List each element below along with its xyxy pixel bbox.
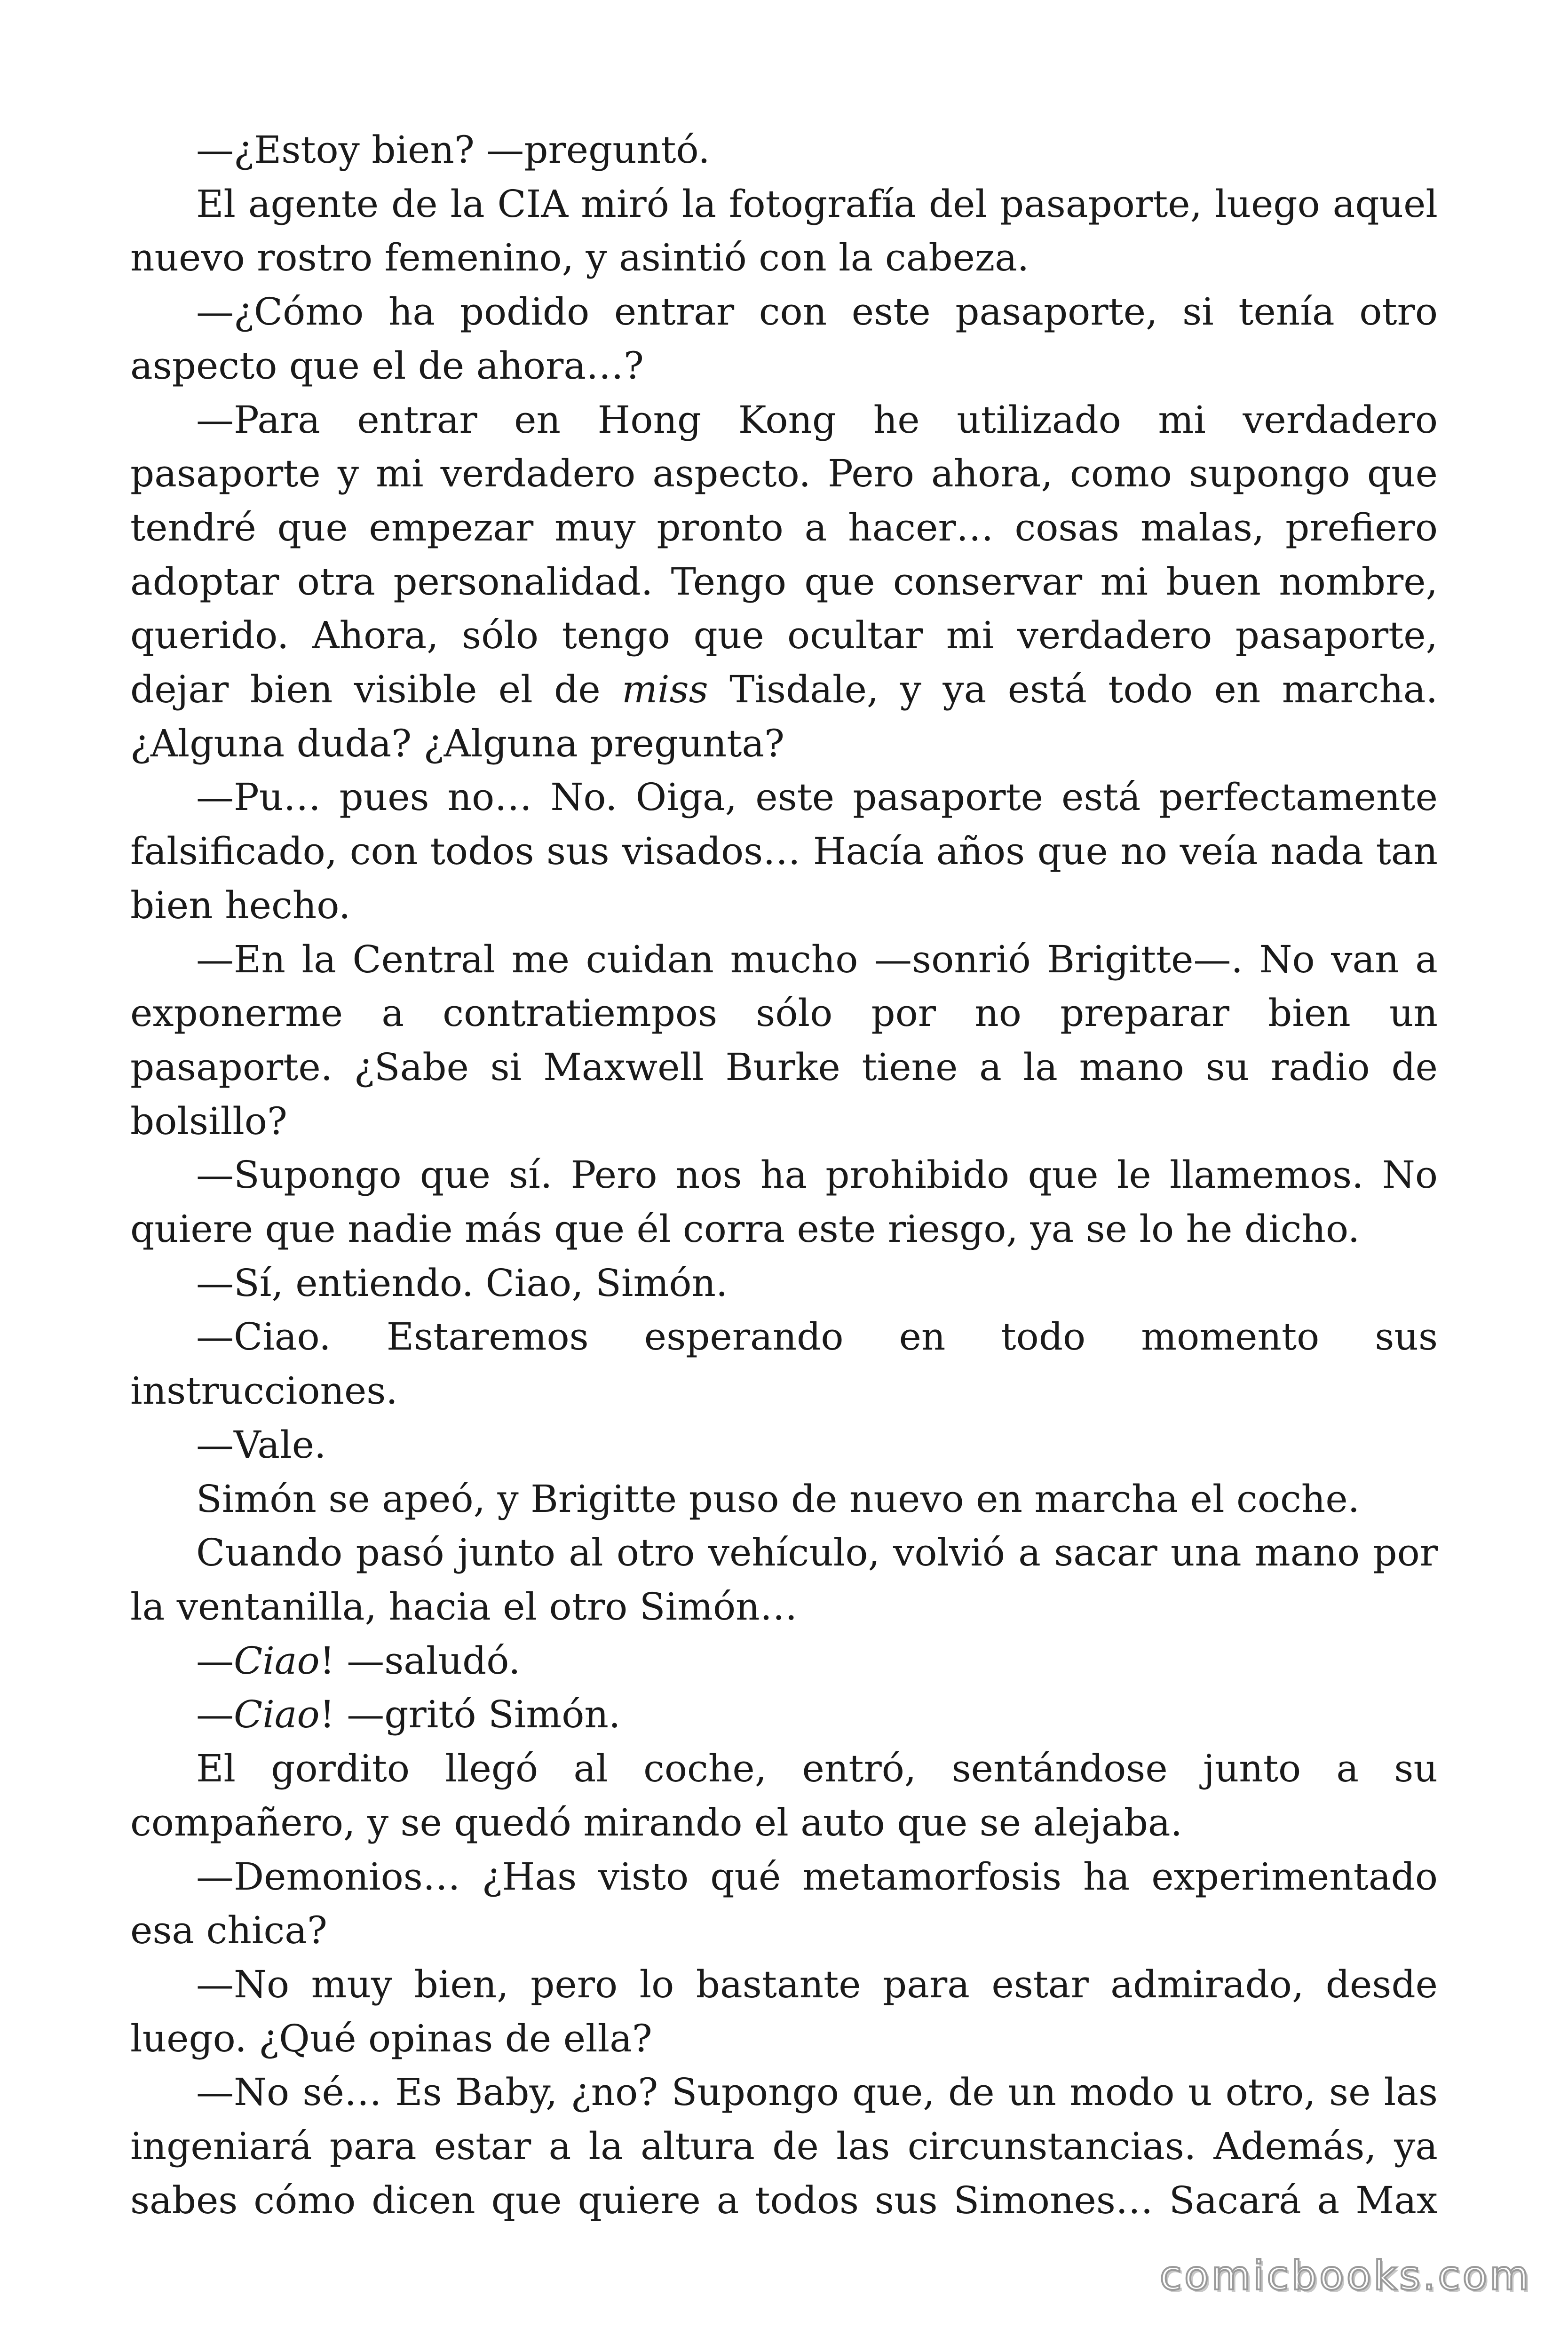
paragraph: —Sí, entiendo. Ciao, Simón. [196, 1261, 728, 1305]
paragraph: —Vale. [196, 1422, 326, 1467]
paragraph: —Ciao! —gritó Simón. [196, 1692, 621, 1737]
paragraph: Cuando pasó junto al otro vehículo, volvió a sacar una mano por la ventanilla, hacia el otro Simón… [130, 1531, 1438, 1629]
paragraph: El agente de la CIA miró la fotografía del pasaporte, luego aquel nuevo rostro femenino, y asintió con la cabeza. [130, 182, 1438, 280]
paragraph: —¿Estoy bien? —preguntó. [196, 128, 710, 172]
paragraph: —Supongo que sí. Pero nos ha prohibido que le llamemos. No quiere que nadie más que él corra este riesgo, ya se lo he dicho. [130, 1153, 1438, 1251]
paragraph: —Pu… pues no… No. Oiga, este pasaporte está perfectamente falsificado, con todos sus visados… Hacía años que no veía nada tan bien hecho. [130, 775, 1438, 927]
paragraph: Simón se apeó, y Brigitte puso de nuevo en marcha el coche. [196, 1477, 1360, 1521]
paragraph: El gordito llegó al coche, entró, sentándose junto a su compañero, y se quedó mirando el auto que se alejaba. [130, 1747, 1438, 1844]
paragraph: —Ciao! —saludó. [196, 1638, 521, 1683]
paragraph: —En la Central me cuidan mucho —sonrió Brigitte—. No van a exponerme a contratiempos sólo por no preparar bien un pasaporte. ¿Sabe si Maxwell Burke tiene a la mano su radio de bolsillo? [130, 937, 1438, 1143]
italic-text: Ciao [234, 1692, 320, 1737]
paragraph: —¿Cómo ha podido entrar con este pasaporte, si tenía otro aspecto que el de ahora…? [130, 290, 1438, 388]
paragraph: —No muy bien, pero lo bastante para estar admirado, desde luego. ¿Qué opinas de ella? [130, 1962, 1438, 2060]
paragraph: —Para entrar en Hong Kong he utilizado mi verdadero pasaporte y mi verdadero aspecto. Pero ahora, como supongo que tendré que empezar muy pronto a hacer… cosas malas, prefiero adoptar otra personalidad. Tengo que conservar mi buen nombre, querido. Ahora, sólo tengo que ocultar mi verdadero pasaporte, dejar bien visible el de miss Tisdale, y ya está todo en marcha. ¿Alguna duda? ¿Alguna pregunta? [130, 397, 1438, 765]
paragraph: —No sé… Es Baby, ¿no? Supongo que, de un modo u otro, se las ingeniará para estar a la altura de las circunstancias. Además, ya sabes cómo dicen que quiere a todos sus Simones… Sacará a Max [130, 2070, 1438, 2222]
watermark: comicbooks.com [1159, 2252, 1531, 2299]
text-column [130, 123, 1438, 2227]
italic-text: Ciao [234, 1638, 320, 1683]
italic-text: miss [622, 667, 708, 712]
paragraph: —Ciao. Estaremos esperando en todo momento sus instrucciones. [130, 1315, 1438, 1413]
paragraph: —Demonios… ¿Has visto qué metamorfosis ha experimentado esa chica? [130, 1854, 1438, 1953]
